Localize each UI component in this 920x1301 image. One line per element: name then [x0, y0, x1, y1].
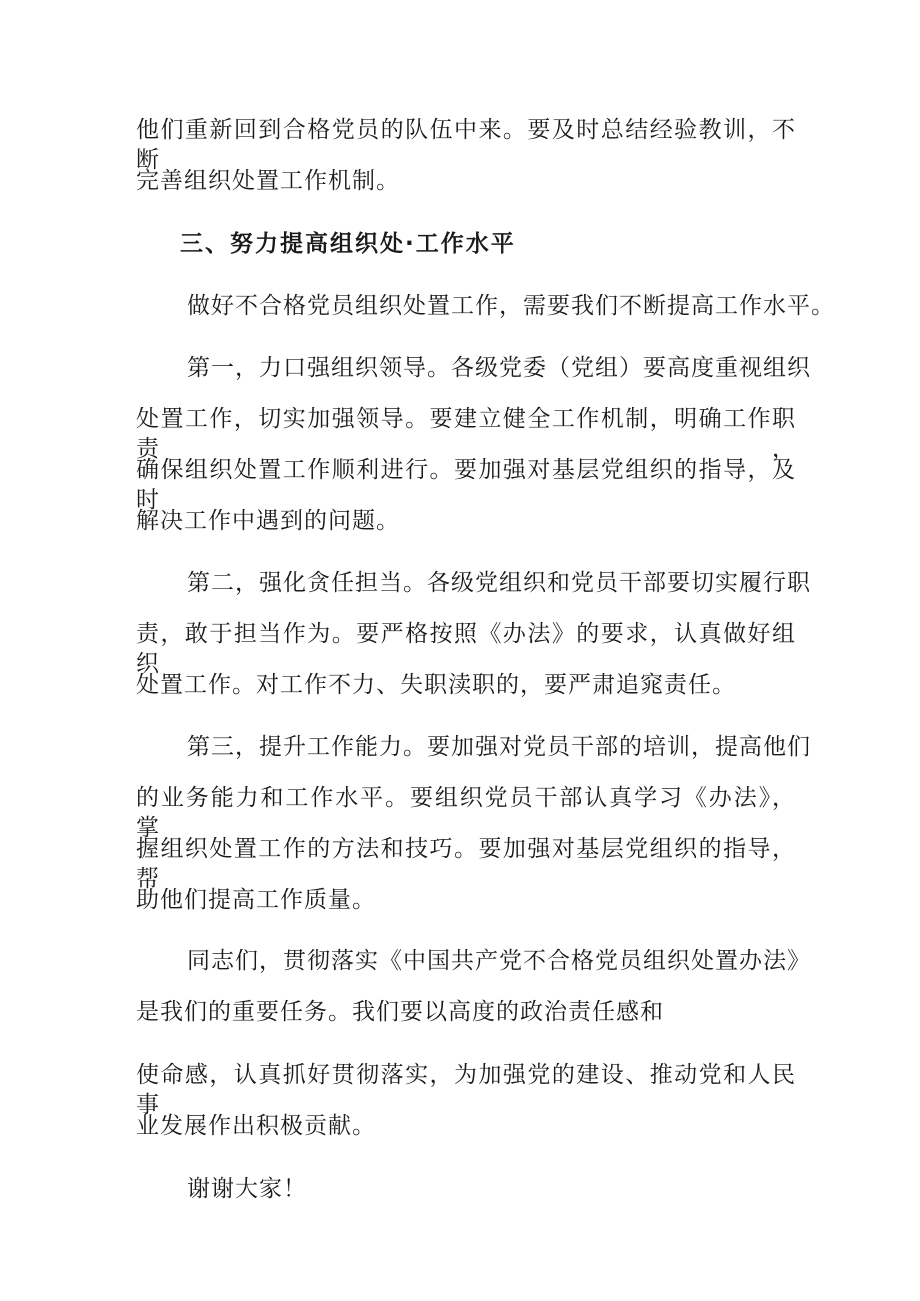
text-line: 的业务能力和工作水平。要组织党员干部认真学习《办法》，掌 [136, 785, 796, 841]
text-line: 是我们的重要任务。我们要以高度的政治责任感和 [136, 999, 664, 1025]
closing-line: 谢谢大家！ [187, 1176, 307, 1202]
text-line: 助他们提高工作质量。 [136, 887, 376, 913]
section-heading: 三、努力提高组织处·工作水平 [180, 231, 516, 257]
text-line: 确保组织处置工作顺利进行。要加强对基层党组织的指导，及时 [136, 457, 796, 513]
text-line: 责，敢于担当作为。要严格按照《办法》的要求，认真做好组织 [136, 621, 796, 677]
text-line: 解决工作中遇到的问题。 [136, 508, 400, 534]
text-line: 使命感，认真抓好贯彻落实，为加强党的建设、推动党和人民事 [136, 1062, 796, 1118]
text-line: 第一，力口强组织领导。各级党委（党组）要高度重视组织 [187, 355, 811, 381]
text-line: 第三，提升工作能力。要加强对党员干部的培训，提高他们 [187, 734, 811, 760]
text-line: 处置工作。对工作不力、失职渎职的，要严肃追窕责任。 [136, 672, 736, 698]
text-line: 业发展作出积极贡献。 [136, 1113, 376, 1139]
text-line: 握组织处置工作的方法和技巧。要加强对基层党组织的指导，帮 [136, 836, 796, 892]
text-line: 做好不合格党员组织处置工作，需要我们不断提高工作水平。 [187, 293, 835, 319]
text-line: 他们重新回到合格党员的队伍中来。要及时总结经验教训，不断 [136, 117, 796, 173]
text-line: 处置工作，切实加强领导。要建立健全工作机制，明确工作职责， [136, 406, 796, 462]
text-line: 完善组织处置工作机制。 [136, 168, 400, 194]
text-line: 同志们，贯彻落实《中国共产党不合格党员组织处置办法》 [187, 948, 811, 974]
text-line: 第二，强化贪任担当。各级党组织和党员干部要切实履行职 [187, 570, 811, 596]
